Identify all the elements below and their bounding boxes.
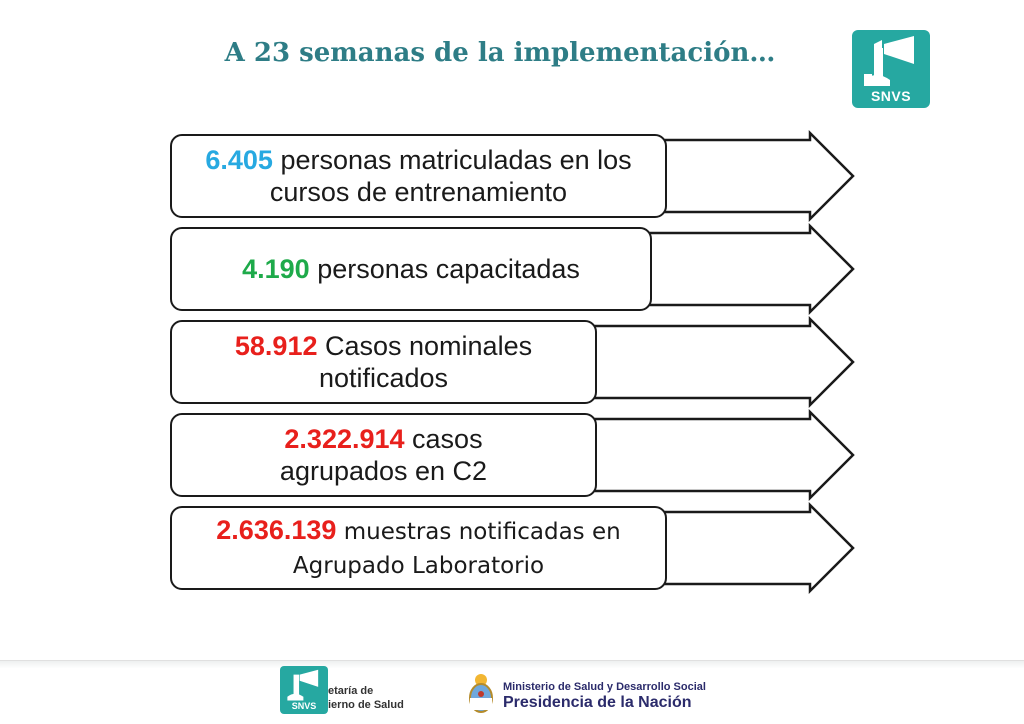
slide-title: A 23 semanas de la implementación… xyxy=(224,38,776,68)
stat-box-muestras xyxy=(170,506,667,590)
stat-number: 58.912 xyxy=(234,331,318,361)
stat-label: personas matriculadas en los cursos de entrenamiento xyxy=(269,145,632,207)
stat-text xyxy=(194,330,574,394)
stat-number: 2.636.139 xyxy=(216,515,337,545)
stat-text xyxy=(234,423,534,487)
secretaria-label xyxy=(328,684,404,712)
secretaria-line-2: ierno de Salud xyxy=(328,699,404,711)
stat-text xyxy=(242,253,580,285)
stat-number: 6.405 xyxy=(205,145,273,175)
stat-text xyxy=(184,514,654,582)
snvs-logo-text: SNVS xyxy=(870,88,912,104)
national-emblem-icon xyxy=(466,672,496,716)
stat-box-capacitadas xyxy=(170,227,652,311)
stat-number: 2.322.914 xyxy=(284,424,405,454)
stat-label: muestras notificadas en Agrupado Laboratorio xyxy=(292,519,621,579)
stat-box-matriculadas xyxy=(170,134,667,218)
stat-text xyxy=(184,144,654,208)
stat-label: casos agrupados en C2 xyxy=(279,424,488,486)
stat-box-casos-nominales xyxy=(170,320,597,404)
footer-logo-text: SNVS xyxy=(291,701,317,711)
stat-number: 4.190 xyxy=(242,254,310,284)
presidencia-label: Presidencia de la Nación xyxy=(503,694,692,711)
ministerio-label: Ministerio de Salud y Desarrollo Social xyxy=(503,681,706,693)
secretaria-line-1: etaría de xyxy=(328,685,374,697)
stat-label: Casos nominales notificados xyxy=(317,331,533,393)
stat-box-casos-agrupados xyxy=(170,413,597,497)
stat-label: personas capacitadas xyxy=(309,254,580,284)
footer-snvs-logo xyxy=(280,666,328,714)
